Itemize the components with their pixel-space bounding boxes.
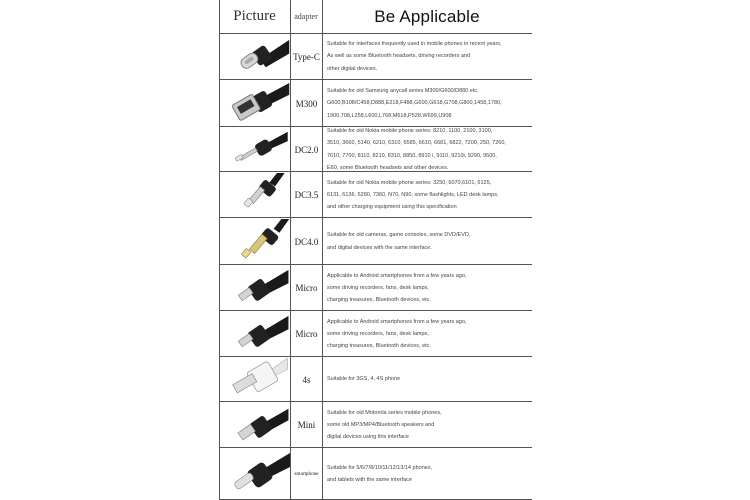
adapter-label: Mini [297,420,316,430]
description-cell [327,265,530,311]
table-row [219,218,532,265]
table-row [219,402,532,448]
adapter-label: DC2.0 [294,144,319,155]
table-border-left [219,0,220,500]
description-cell [327,127,530,172]
table-divider-picture [290,0,291,500]
row-divider [219,79,532,80]
header-divider [219,33,532,34]
description-cell [327,218,530,265]
header-title: Be Applicable [374,6,480,26]
description-text: Suitable for 3GS, 4, 4S phone [327,376,401,383]
row-divider [219,401,532,402]
table-row [219,448,532,500]
table-row [219,80,532,127]
apple-30-pin-plug-icon [220,358,290,401]
adapter-label: DC4.0 [294,236,319,247]
usb-c-plug-icon [220,34,290,79]
description-cell [327,80,530,127]
description-text: Suitable for 5/6/7/8/10/11/12/13/14 phones, and tablets with the same interface [327,464,433,483]
description-text: Suitable for old Samsung anycall series M300/G600/D880 etc. G600,B108/C458,D888,E218,F488,G600,G618,G708,G800,1458,1780, 1900,708,L258,L600,L768,M618,P528,W699,U908 [327,88,502,119]
row-divider [219,171,532,172]
dc-3-5-plug-icon [220,173,290,217]
adapter-label: DC3.5 [294,190,319,200]
mini-usb-plug-icon [220,403,290,447]
adapter-label: Micro [295,283,318,293]
header-picture: Picture [233,8,276,24]
header-adapter: adapter [294,12,318,21]
description-cell [327,172,530,218]
applicability-table [219,0,532,500]
dc-4-0-plug-icon [220,219,290,264]
description-text: Suitable for old Nokia mobile phone series: 8210, 1100, 2100, 3100, 3510, 3660, 5140, 6210, 6310, 6585, 6610, 6681, 6822, 7200, 250, 7260, 7610, 7700, 8110, 8210, 8310, 8850, 8910 i, 9110, 9210i, 9290, 9500, E60, some Bluetooth headsets and other devices. [327,128,506,171]
adapter-label: M300 [295,98,318,109]
adapter-label: Type-C [293,51,320,62]
adapter-label: 4s [302,374,311,385]
description-text: Suitable for old cameras, game consoles, some DVD/EVD, and digital devices with the same interface. [327,232,471,251]
description-text: Applicable to Android smartphones from a few years ago, some driving recorders, fans, desk lamps, charging treasures, Bluetooth devices, etc. [327,318,467,350]
table-row [219,127,532,172]
table-row [219,265,532,311]
description-text: Suitable for old Motorola series mobile phones, some old MP3/MP4/Bluetooth speakers and digital devices using this interface [327,409,442,441]
description-cell [327,311,530,357]
samsung-m300-plug-icon [220,81,290,126]
table-row [219,357,532,402]
table-row [219,172,532,218]
lightning-plug-icon [220,449,290,499]
description-cell [327,402,530,448]
row-divider [219,217,532,218]
adapter-label: Micro [295,329,318,339]
table-row [219,33,532,80]
row-divider [219,356,532,357]
description-cell [327,357,530,402]
adapter-label: smartphone [294,471,319,477]
row-divider [219,126,532,127]
description-cell [327,448,530,500]
micro-usb-plug-icon [220,312,290,356]
description-text: Suitable for interfaces frequently used in mobile phones in recent years, As well as some Bluetooth headsets, driving recorders and other digital devices. [327,41,502,72]
row-divider [219,447,532,448]
dc-2-0-plug-icon [220,128,290,171]
description-text: Applicable to Android smartphones from a few years ago, some driving recorders, fans, desk lamps, charging treasures, Bluetooth devices, etc. [327,272,467,304]
table-row [219,311,532,357]
micro-usb-plug-icon [220,266,290,310]
row-divider [219,264,532,265]
table-divider-adapter [322,0,323,500]
row-divider [219,310,532,311]
description-text: Suitable for old Nokia mobile phone series: 3250, 6070,6101, 6125, 6131, 6136, 6280, 7360, N70, N90, some flashlights, LED desk lamps, and other charging equipment using this specification [327,179,499,211]
description-cell [327,33,530,80]
